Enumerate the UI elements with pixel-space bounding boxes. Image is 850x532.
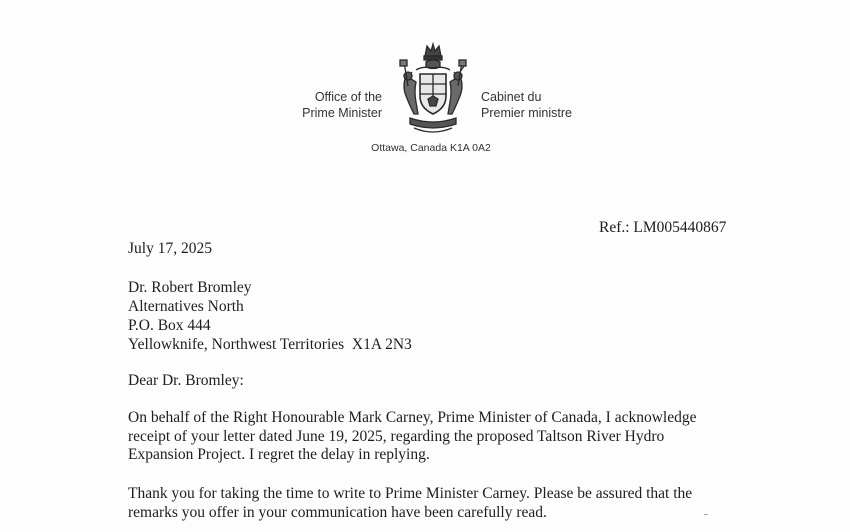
paragraph-line: Thank you for taking the time to write to Prime Minister Carney. Please be assured that the: [128, 485, 693, 502]
recipient-organization: Alternatives North: [128, 298, 244, 315]
paragraph-line: On behalf of the Right Honourable Mark Carney, Prime Minister of Canada, I acknowledge: [128, 409, 697, 426]
office-fr-line2: Premier ministre: [481, 106, 572, 120]
body-paragraph-2: [128, 485, 748, 522]
paragraph-line: receipt of your letter dated June 19, 2025, regarding the proposed Taltson River Hydro: [128, 427, 665, 445]
scan-speck: [704, 514, 708, 515]
reference-number: Ref.: LM005440867: [599, 219, 727, 236]
paragraph-line: Expansion Project. I regret the delay in replying.: [128, 446, 430, 463]
office-en-line1: Office of the: [314, 90, 382, 104]
letterhead-office-french: [481, 89, 572, 121]
letterhead-address: Ottawa, Canada K1A 0A2: [371, 142, 491, 154]
salutation: Dear Dr. Bromley:: [128, 372, 244, 389]
canada-coat-of-arms-icon: [398, 42, 468, 136]
letterhead-office-english: [302, 89, 382, 121]
recipient-city: Yellowknife, Northwest Territories X1A 2N3: [128, 336, 412, 353]
paragraph-line: remarks you offer in your communication have been carefully read.: [128, 503, 547, 521]
recipient-name: Dr. Robert Bromley: [128, 279, 252, 296]
office-fr-line1: Cabinet du: [481, 90, 542, 104]
body-paragraph-1: [128, 409, 748, 465]
recipient-po-box: P.O. Box 444: [128, 317, 211, 334]
recipient-address: [128, 278, 412, 354]
office-en-line2: Prime Minister: [302, 106, 382, 120]
letter-date: July 17, 2025: [128, 240, 212, 257]
